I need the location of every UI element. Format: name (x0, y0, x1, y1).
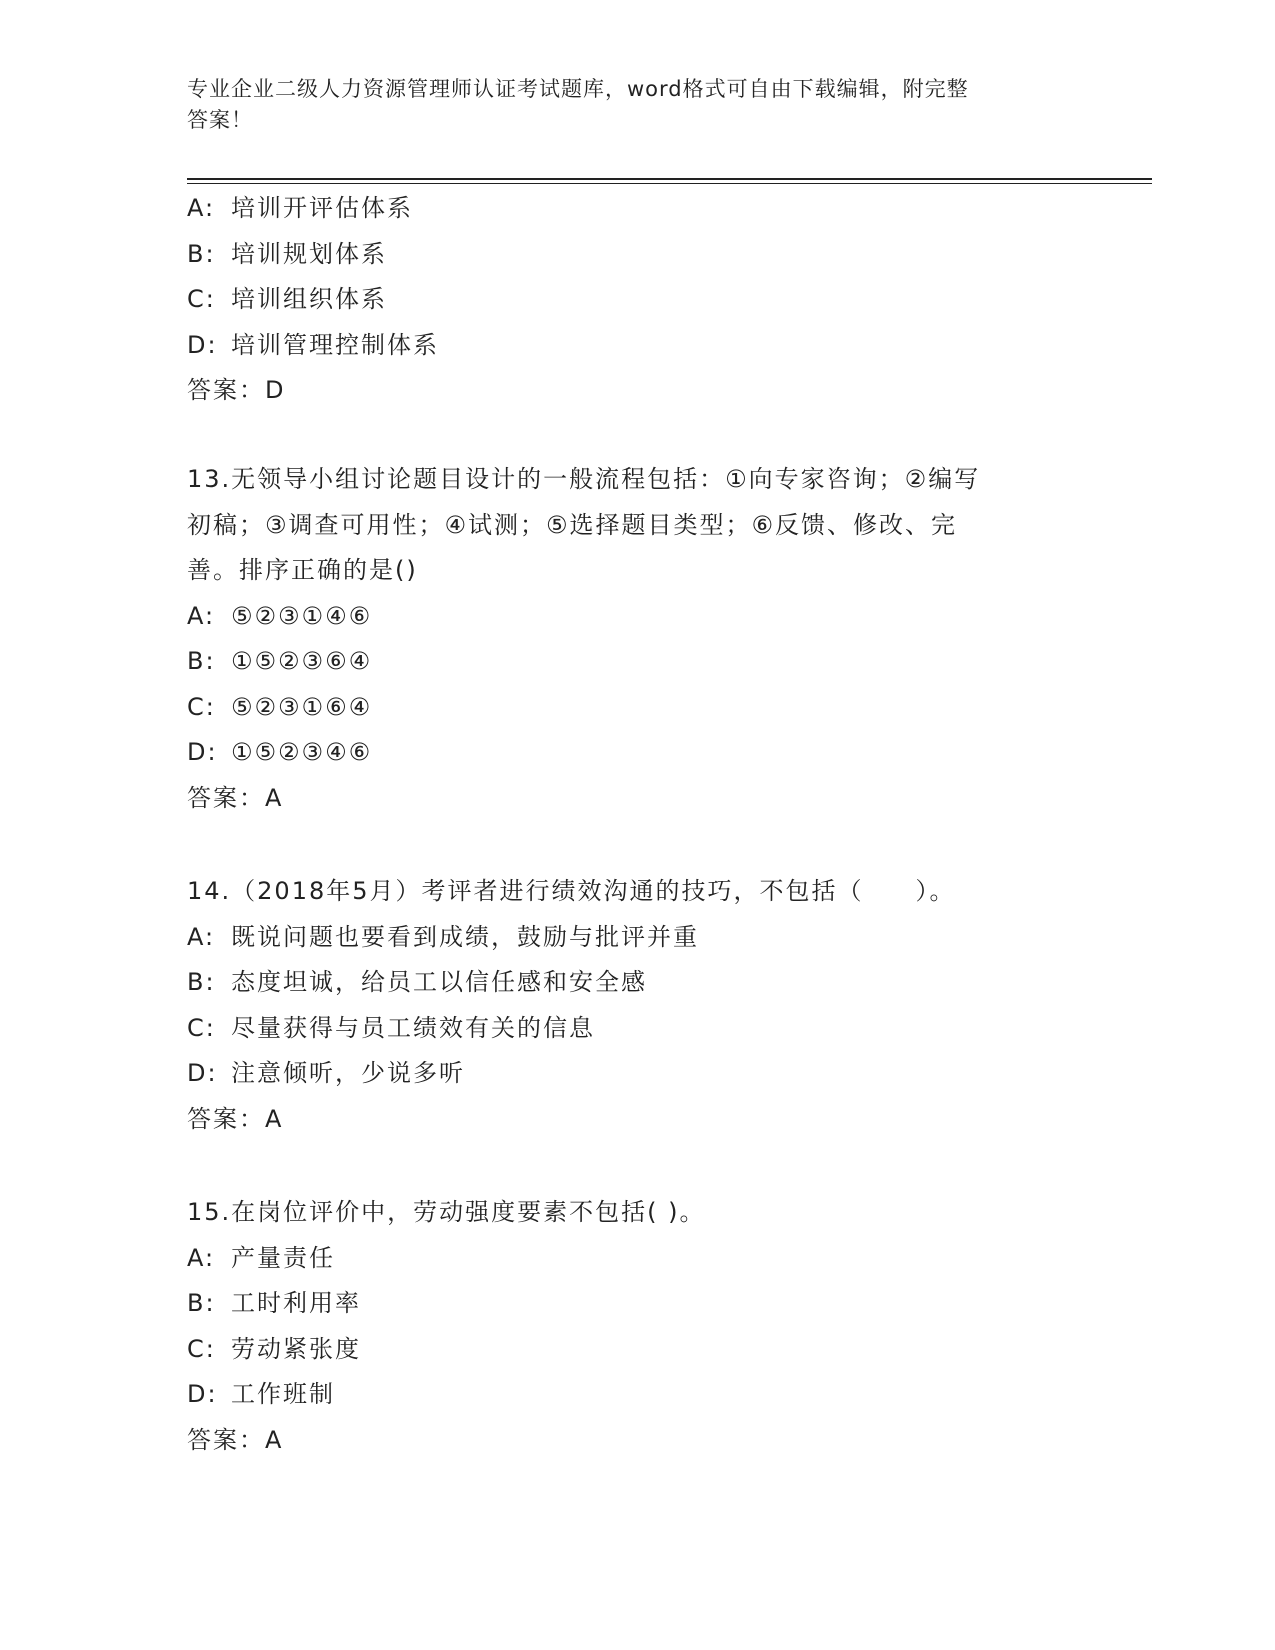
option-a: A: 产量责任 (187, 1243, 335, 1272)
header-rule-thick (187, 178, 1152, 180)
question-15 (187, 1190, 1087, 1463)
option-d: D: 工作班制 (187, 1380, 335, 1408)
header-line-1: 专业企业二级人力资源管理师认证考试题库，word格式可自由下载编辑，附完整 (187, 77, 969, 101)
question-stem-line-1: 14.（2018年5月）考评者进行绩效沟通的技巧，不包括（ ）。 (187, 877, 956, 905)
option-c: C: 劳动紧张度 (187, 1334, 361, 1363)
option-d: D: 培训管理控制体系 (187, 330, 439, 359)
option-b: B: 工时利用率 (187, 1289, 361, 1317)
answer: 答案：A (187, 1425, 284, 1454)
option-a: A: 培训开评估体系 (187, 194, 413, 222)
question-12-continued (187, 186, 1087, 414)
option-c: C: 培训组织体系 (187, 285, 387, 313)
question-stem-line-3: 善。排序正确的是() (187, 556, 418, 584)
answer: 答案：D (187, 376, 286, 404)
question-stem-line-1: 15.在岗位评价中，劳动强度要素不包括( )。 (187, 1198, 706, 1226)
option-a: A: ⑤②③①④⑥ (187, 601, 373, 630)
question-14 (187, 869, 1087, 1142)
document-header (187, 74, 1087, 136)
option-d: D: ①⑤②③④⑥ (187, 738, 373, 766)
option-c: C: 尽量获得与员工绩效有关的信息 (187, 1013, 595, 1042)
option-b: B: 态度坦诚，给员工以信任感和安全感 (187, 968, 647, 996)
answer: 答案：A (187, 1104, 284, 1133)
header-rule-thin (187, 183, 1152, 184)
option-b: B: 培训规划体系 (187, 239, 387, 268)
option-b: B: ①⑤②③⑥④ (187, 647, 373, 675)
header-line-2: 答案！ (187, 108, 253, 132)
question-stem-line-2: 初稿；③调查可用性；④试测；⑤选择题目类型；⑥反馈、修改、完 (187, 510, 958, 539)
option-d: D: 注意倾听，少说多听 (187, 1059, 465, 1087)
question-13 (187, 457, 1087, 821)
option-c: C: ⑤②③①⑥④ (187, 692, 373, 721)
question-stem-line-1: 13.无领导小组讨论题目设计的一般流程包括：①向专家咨询；②编写 (187, 465, 981, 493)
option-a: A: 既说问题也要看到成绩，鼓励与批评并重 (187, 922, 699, 951)
answer: 答案：A (187, 783, 284, 812)
